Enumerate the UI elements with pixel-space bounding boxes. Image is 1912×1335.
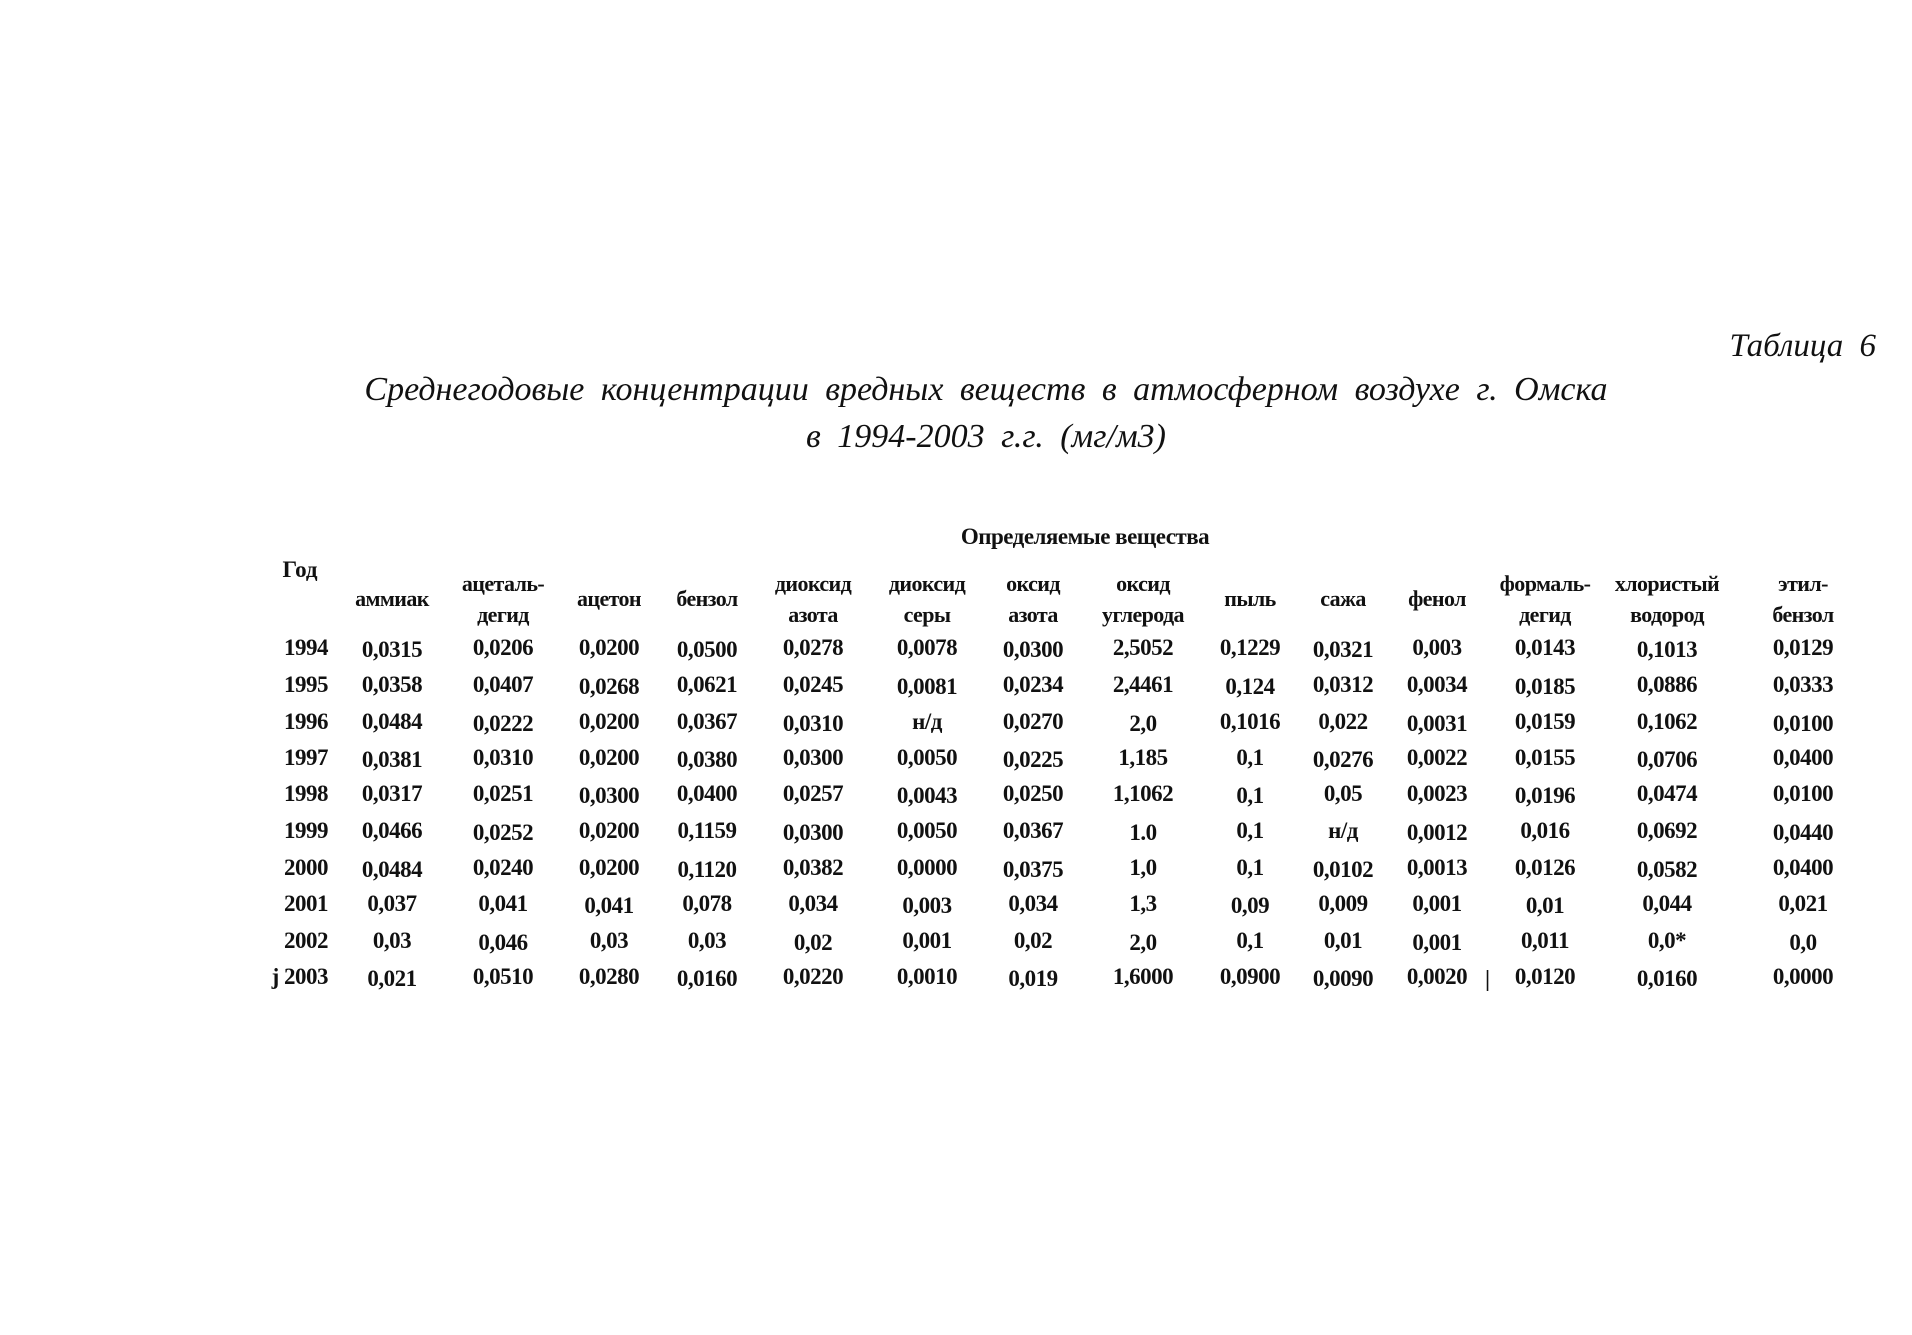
table-cell: 0,0000 — [896, 855, 958, 880]
column-header-line: азота — [1008, 602, 1058, 627]
column-header — [889, 568, 965, 630]
table-cell: 0,0621 — [676, 672, 738, 697]
row-year: 1997 — [284, 745, 328, 770]
table-cell: 0,0278 — [782, 635, 844, 660]
table-cell: 0,0500 — [676, 637, 738, 662]
table-cell: 0,001 — [1412, 891, 1462, 916]
table-cell: 0,1 — [1236, 818, 1264, 843]
column-header — [1500, 568, 1591, 630]
row-year: 1994 — [284, 635, 328, 660]
row-year: 1995 — [284, 672, 328, 697]
table-cell: 0,0250 — [1002, 781, 1064, 806]
table-cell: 0,05 — [1323, 781, 1363, 806]
table-cell: 0,1159 — [677, 818, 737, 843]
column-header — [1224, 583, 1275, 614]
table-cell: 0,0012 — [1406, 820, 1468, 845]
table-cell: 0,041 — [478, 891, 528, 916]
table-cell: 0,0081 — [896, 674, 958, 699]
table-cell: 0,0300 — [578, 783, 640, 808]
table-cell: 0,0474 — [1636, 781, 1698, 806]
table-cell: 0,0300 — [782, 745, 844, 770]
table-cell: 0,1 — [1236, 745, 1264, 770]
table-cell: 0,046 — [478, 930, 528, 955]
table-cell: 0,0034 — [1406, 672, 1468, 697]
table-cell: 0,0582 — [1636, 857, 1698, 882]
table-cell: 0,0196 — [1514, 783, 1576, 808]
column-header-line: формаль- — [1499, 571, 1591, 596]
table-cell: 0,0013 — [1406, 855, 1468, 880]
column-header — [1320, 583, 1366, 614]
table-cell: 0,0466 — [361, 818, 423, 843]
table-cell: 2,0 — [1129, 711, 1157, 736]
table-cell: 0,0050 — [896, 745, 958, 770]
table-cell: 0,1 — [1236, 783, 1264, 808]
table-cell: 0,0257 — [782, 781, 844, 806]
table-cell: 0,0120 — [1514, 964, 1576, 989]
table-cell: 0,001 — [1412, 930, 1462, 955]
table-cell: 0,0031 — [1406, 711, 1468, 736]
table-cell: 0,03 — [687, 928, 727, 953]
table-cell: 0,0143 — [1514, 635, 1576, 660]
column-header-line: фенол — [1408, 586, 1466, 611]
column-header — [577, 583, 641, 614]
table-cell: 0,0440 — [1772, 820, 1834, 845]
row-year: 2002 — [284, 928, 328, 953]
table-cell: 0,0252 — [472, 820, 534, 845]
table-cell: 2,5052 — [1112, 635, 1174, 660]
table-cell: 0,0310 — [472, 745, 534, 770]
column-header — [462, 568, 544, 630]
table-cell: 0,0200 — [578, 745, 640, 770]
table-cell: 0,02 — [793, 930, 833, 955]
table-cell: 0,0200 — [578, 709, 640, 734]
row-year: 1996 — [284, 709, 328, 734]
table-cell: 0,01 — [1323, 928, 1363, 953]
table-cell: 0,0240 — [472, 855, 534, 880]
table-cell: н/д — [912, 709, 942, 734]
table-cell: 0,034 — [1008, 891, 1058, 916]
column-header — [1615, 568, 1719, 630]
table-cell: 1,1062 — [1112, 781, 1174, 806]
table-cell: 0,0268 — [578, 674, 640, 699]
table-cell: 0,0381 — [361, 747, 423, 772]
table-cell: 2,0 — [1129, 930, 1157, 955]
table-cell: 0,0276 — [1312, 747, 1374, 772]
table-cell: 0,0129 — [1772, 635, 1834, 660]
table-cell: 0,0220 — [782, 964, 844, 989]
table-cell: 0,0317 — [361, 781, 423, 806]
table-cell: 0,0333 — [1772, 672, 1834, 697]
table-cell: 0,0023 — [1406, 781, 1468, 806]
column-header-line: диоксид — [888, 571, 966, 596]
table-cell: 0,019 — [1008, 966, 1058, 991]
table-cell: 0,003 — [902, 893, 952, 918]
table-cell: 0,0050 — [896, 818, 958, 843]
table-cell: 0,0078 — [896, 635, 958, 660]
separator-mark: | — [1485, 966, 1491, 991]
table-cell: 1,6000 — [1112, 964, 1174, 989]
column-header-line: серы — [903, 602, 951, 627]
table-cell: 0,0000 — [1772, 964, 1834, 989]
table-cell: 0,044 — [1642, 891, 1692, 916]
table-cell: 0,1016 — [1219, 709, 1281, 734]
table-cell: 0,0400 — [676, 781, 738, 806]
table-cell: 1,3 — [1129, 891, 1157, 916]
column-header — [1102, 568, 1184, 630]
table-cell: 0,0222 — [472, 711, 534, 736]
table-cell: 0,0160 — [1636, 966, 1698, 991]
table-cell: 0,0090 — [1312, 966, 1374, 991]
table-cell: 0,0185 — [1514, 674, 1576, 699]
table-cell: 0,0312 — [1312, 672, 1374, 697]
table-cell: 0,02 — [1013, 928, 1053, 953]
table-cell: 0,1062 — [1636, 709, 1698, 734]
table-cell: 0,0375 — [1002, 857, 1064, 882]
column-header-line: диоксид — [774, 571, 852, 596]
table-cell: 0,078 — [682, 891, 732, 916]
table-cell: 0,0407 — [472, 672, 534, 697]
table-cell: 0,0310 — [782, 711, 844, 736]
table-cell: 0,0* — [1647, 928, 1687, 953]
table-cell: 0,1 — [1236, 928, 1264, 953]
row-year: j 2003 — [271, 964, 328, 989]
column-header — [1006, 568, 1060, 630]
table-cell: 0,0022 — [1406, 745, 1468, 770]
table-cell: 0,0155 — [1514, 745, 1576, 770]
table-cell: 0,0358 — [361, 672, 423, 697]
column-header — [1772, 568, 1833, 630]
table-cell: 0,001 — [902, 928, 952, 953]
table-cell: 0,0321 — [1312, 637, 1374, 662]
column-header — [775, 568, 851, 630]
table-cell: 0,041 — [584, 893, 634, 918]
table-cell: 1.0 — [1129, 820, 1157, 845]
table-cell: 1,185 — [1118, 745, 1168, 770]
table-cell: 2,4461 — [1112, 672, 1174, 697]
table-cell: 0,0200 — [578, 818, 640, 843]
table-cell: 0,0200 — [578, 635, 640, 660]
table-cell: 0,0 — [1789, 930, 1817, 955]
table-cell: 0,009 — [1318, 891, 1368, 916]
table-cell: 0,0300 — [782, 820, 844, 845]
column-header-line: пыль — [1224, 586, 1276, 611]
column-header-line: хлористый — [1614, 571, 1720, 596]
table-cell: 0,0160 — [676, 966, 738, 991]
table-cell: 0,021 — [1778, 891, 1828, 916]
table-cell: 0,0706 — [1636, 747, 1698, 772]
substances-group-header: Определяемые вещества — [960, 524, 1210, 549]
table-cell: 0,0010 — [896, 964, 958, 989]
table-cell: 0,011 — [1521, 928, 1569, 953]
table-title-line2: в 1994-2003 г.г. (мг/м3) — [806, 418, 1166, 455]
table-cell: 0,124 — [1225, 674, 1275, 699]
table-cell: 0,1229 — [1219, 635, 1281, 660]
table-cell: 0,0102 — [1312, 857, 1374, 882]
year-column-header: Год — [282, 557, 318, 582]
table-cell: 0,0206 — [472, 635, 534, 660]
table-cell: н/д — [1328, 818, 1358, 843]
column-header-line: сажа — [1320, 586, 1366, 611]
column-header-line: аммиак — [355, 586, 429, 611]
column-header-line: водород — [1630, 602, 1704, 627]
table-label: Таблица 6 — [1729, 328, 1876, 364]
table-cell: 0,03 — [589, 928, 629, 953]
column-header-line: бензол — [676, 586, 738, 611]
table-cell: 0,0100 — [1772, 711, 1834, 736]
column-header-line: дегид — [1519, 602, 1571, 627]
table-cell: 0,0270 — [1002, 709, 1064, 734]
table-cell: 0,1013 — [1636, 637, 1698, 662]
table-cell: 0,0251 — [472, 781, 534, 806]
column-header-line: оксид — [1006, 571, 1060, 596]
table-cell: 0,0400 — [1772, 855, 1834, 880]
table-cell: 1,0 — [1129, 855, 1157, 880]
table-cell: 0,0400 — [1772, 745, 1834, 770]
table-cell: 0,0692 — [1636, 818, 1698, 843]
column-header-line: бензол — [1772, 602, 1834, 627]
column-header-line: азота — [788, 602, 838, 627]
table-cell: 0,01 — [1525, 893, 1565, 918]
table-cell: 0,0225 — [1002, 747, 1064, 772]
table-cell: 0,1120 — [677, 857, 737, 882]
column-header-line: этил- — [1778, 571, 1828, 596]
table-cell: 0,0367 — [1002, 818, 1064, 843]
column-header-line: дегид — [477, 602, 529, 627]
table-cell: 0,0886 — [1636, 672, 1698, 697]
column-header — [676, 583, 737, 614]
table-cell: 0,0315 — [361, 637, 423, 662]
row-year: 2001 — [284, 891, 328, 916]
table-cell: 0,0382 — [782, 855, 844, 880]
table-cell: 0,034 — [788, 891, 838, 916]
table-cell: 0,022 — [1318, 709, 1368, 734]
column-header-line: оксид — [1116, 571, 1170, 596]
table-cell: 0,0020 — [1406, 964, 1468, 989]
table-cell: 0,0126 — [1514, 855, 1576, 880]
table-cell: 0,0245 — [782, 672, 844, 697]
table-cell: 0,021 — [367, 966, 417, 991]
table-cell: 0,0300 — [1002, 637, 1064, 662]
column-header — [1408, 583, 1466, 614]
table-cell: 0,0200 — [578, 855, 640, 880]
table-cell: 0,0159 — [1514, 709, 1576, 734]
table-cell: 0,0367 — [676, 709, 738, 734]
column-header-line: углерода — [1102, 602, 1184, 627]
table-cell: 0,03 — [372, 928, 412, 953]
table-title-line1: Среднегодовые концентрации вредных веществ в атмосферном воздухе г. Омска — [364, 371, 1608, 408]
table-cell: 0,0043 — [896, 783, 958, 808]
table-cell: 0,003 — [1412, 635, 1462, 660]
table-cell: 0,0484 — [361, 709, 423, 734]
row-year: 1998 — [284, 781, 328, 806]
table-cell: 0,0100 — [1772, 781, 1834, 806]
column-header-line: ацетон — [576, 586, 642, 611]
row-year: 1999 — [284, 818, 328, 843]
table-cell: 0,0380 — [676, 747, 738, 772]
table-cell: 0,016 — [1520, 818, 1570, 843]
row-year: 2000 — [284, 855, 328, 880]
table-cell: 0,037 — [367, 891, 417, 916]
table-cell: 0,1 — [1236, 855, 1264, 880]
column-header-line: ацеталь- — [461, 571, 545, 596]
table-cell: 0,0234 — [1002, 672, 1064, 697]
table-cell: 0,0280 — [578, 964, 640, 989]
table-cell: 0,0510 — [472, 964, 534, 989]
table-cell: 0,09 — [1230, 893, 1270, 918]
table-cell: 0,0900 — [1219, 964, 1281, 989]
column-header — [355, 583, 429, 614]
table-cell: 0,0484 — [361, 857, 423, 882]
